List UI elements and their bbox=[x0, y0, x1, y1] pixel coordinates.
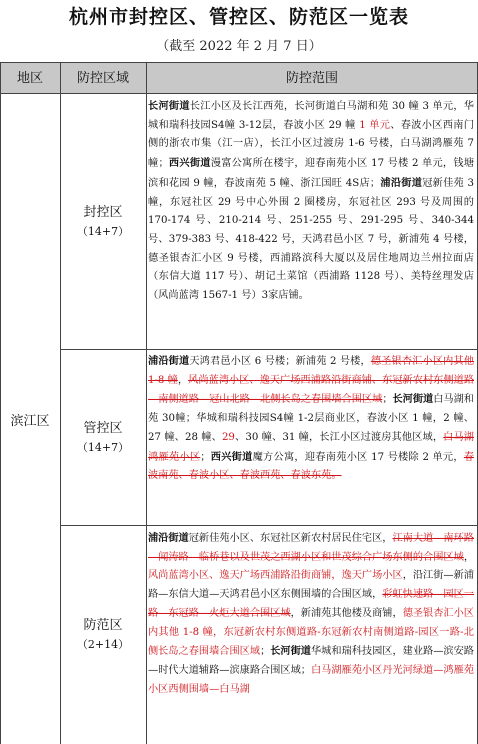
scope-text: ，新浦苑其他楼及商铺， bbox=[290, 607, 403, 619]
struck-text: 春波南苑、春波小区、春波西苑、春波东苑。 bbox=[148, 451, 474, 482]
subdistrict-label: 长河街道 bbox=[392, 393, 434, 406]
scope-text: ； bbox=[382, 394, 393, 406]
subdistrict-label: 长河街道 bbox=[148, 100, 190, 112]
scope-text: 、春波小区西南门侧的浙农市集（江一店），长江小区过渡房 1-6 号楼，白马湖鸿雁苑 7幢； bbox=[148, 119, 474, 170]
struck-text: 彩虹快速路—园区一路—东冠路—火炬大道合围区域 bbox=[148, 589, 474, 619]
scope-text: 冠新佳苑 3幢，东冠社区 29 号中心外围 2 圈楼房，东冠社区 293 号及周围的 170-174 号、210-214 号、251-255 号、291-295 号、340-344 号、379-383 号、418-422 号，天鸿君邑小区 7 号，新浦苑 4 号楼，德圣银杏汇小区 9 号楼，西浦路滨科大厦以及居住地周边兰州拉面店（东信大道 117 号）、胡记土菜馆（西浦路 1128 号）、美特丝理发店（风尚蓝湾 1567-1 号）3家店铺。 bbox=[148, 177, 474, 302]
scope-text: ， bbox=[177, 374, 189, 386]
scope-text: 、30 幢、31 幢，长江小区过渡房其他区域， bbox=[234, 431, 444, 443]
highlight-text: 风尚蓝湾小区、逸天广场西浦路沿街商铺，逸天广场小区 bbox=[148, 570, 403, 582]
scope-text: 白马湖和苑 30幢；华城和瑞科技园S4幢 1-2层商业区，春波小区 1 幢，2 幢、27 幢、28 幢、 bbox=[148, 394, 474, 443]
subdistrict-label: 浦沿街道 bbox=[148, 532, 189, 544]
zone-count: （14+7） bbox=[76, 224, 130, 238]
zone-count: （2+14） bbox=[76, 638, 130, 651]
scope-text: 华城和瑞科技园区，建业路—滨安路—时代大道辅路—滨康路合围区域； bbox=[148, 646, 474, 676]
scope-cell-precaution bbox=[148, 529, 474, 744]
scope-text: ，沿江街—新浦路—东信大道—天鸿君邑小区东侧围墙的合围区域， bbox=[148, 570, 474, 601]
scope-text: ， bbox=[463, 551, 474, 563]
struck-text: 白马湖鸿雁苑小区 bbox=[148, 431, 474, 463]
struck-text: 风尚蓝湾小区、逸天广场西浦路沿街商铺、东冠新农村东侧道路—南侧道路—冠山北路—北侧长岛之春围墙合围区域 bbox=[148, 374, 474, 406]
header-district: 地区 bbox=[0, 62, 60, 94]
highlight-text: 1 单元 bbox=[359, 119, 391, 131]
scope-text: ； bbox=[200, 451, 211, 463]
scope-text: ； bbox=[260, 646, 271, 658]
as-of-date: （截至 2022 年 2 月 7 日） bbox=[156, 39, 322, 54]
zone-cell-controlled bbox=[60, 350, 146, 525]
header-scope: 防控范围 bbox=[146, 62, 478, 94]
header-zone-type: 防控区域 bbox=[60, 62, 146, 94]
scope-cell-sealed bbox=[148, 97, 474, 349]
subdistrict-label: 长河街道 bbox=[270, 645, 311, 658]
highlight-text: 29 bbox=[221, 431, 235, 443]
zone-name: 封控区 bbox=[83, 204, 123, 220]
highlight-text: 德圣银杏汇小区内其他 1-8 幢，东冠新农村东侧道路-东冠新农村南侧道路-园区一路-北侧长岛之春围墙合围区域 bbox=[148, 607, 474, 658]
subdistrict-label: 西兴街道 bbox=[168, 157, 211, 170]
struck-text: 德圣银杏汇小区内其他 1-8 幢 bbox=[148, 356, 474, 386]
page-title: 杭州市封控区、管控区、防范区一览表 bbox=[68, 6, 409, 28]
zone-cell-precaution bbox=[60, 526, 146, 744]
scope-text: 魔方公寓，迎春南苑小区 17 号楼除 2 单元， bbox=[252, 451, 464, 463]
scope-text: 冠新佳苑小区、东冠社区新农村居民住宅区， bbox=[188, 533, 393, 544]
highlight-text: 白马湖雁苑小区丹光河绿道—鸿雁苑小区西侧围墙—白马湖 bbox=[148, 664, 474, 695]
table-divider bbox=[146, 62, 147, 744]
scope-text: 天鸿君邑小区 6 号楼；新浦苑 2 号楼， bbox=[189, 356, 371, 367]
zone-name: 防范区 bbox=[83, 618, 123, 633]
subdistrict-label: 浦沿街道 bbox=[380, 176, 423, 189]
struck-text: 江南大道—南环路—闻涛路—临桥巷以及世茂之西湖小区和世茂综合广场东侧的合围区域 bbox=[148, 533, 474, 563]
subdistrict-label: 浦沿街道 bbox=[148, 355, 190, 367]
zone-name: 管控区 bbox=[83, 420, 123, 436]
zone-count: （14+7） bbox=[76, 440, 130, 454]
zone-cell-sealed bbox=[60, 94, 146, 349]
scope-text: 长江小区及长江西苑，长河街道白马湖和苑 30 幢 3 单元，华城和瑞科技园S4幢 3-12层，春波小区 29 幢 bbox=[148, 101, 474, 131]
district-cell: 滨江区 bbox=[10, 413, 50, 429]
scope-cell-controlled bbox=[148, 352, 474, 524]
scope-text: 漫富公寓所在楼宇，迎春南苑小区 17 号楼 2 单元，钱塘滨和花园 9 幢，春波南苑 5 幢、浙江国旺 4S店； bbox=[148, 158, 474, 189]
subdistrict-label: 西兴街道 bbox=[210, 450, 253, 463]
